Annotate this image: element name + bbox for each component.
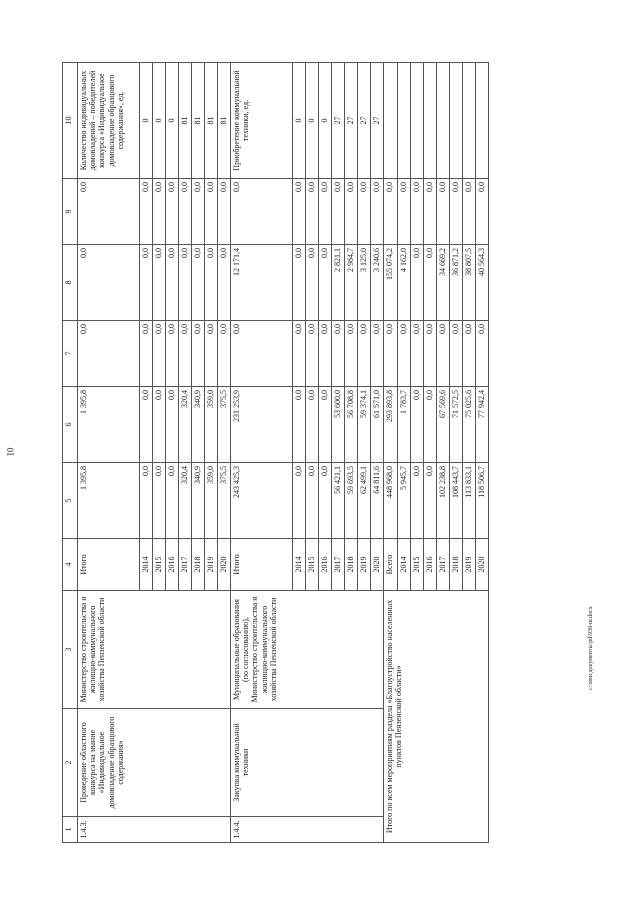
amount-cell: 0,0	[424, 321, 437, 387]
amount-cell: 0,0	[140, 387, 153, 463]
amount-cell: 0,0	[192, 321, 205, 387]
amount-cell: 0,0	[437, 179, 450, 245]
amount-cell: 59 693,5	[345, 463, 358, 539]
amount-cell: 0,0	[293, 463, 306, 539]
indicator-cell: 27	[332, 63, 345, 179]
period-cell: 2018	[450, 539, 463, 591]
indicator-cell: 0	[153, 63, 166, 179]
amount-cell: 0,0	[153, 321, 166, 387]
amount-cell: 59 374,1	[358, 387, 371, 463]
indicator-cell: 0	[166, 63, 179, 179]
amount-cell: 0,0	[205, 179, 218, 245]
amount-cell: 0,0	[78, 321, 140, 387]
period-cell: 2020	[476, 539, 489, 591]
amount-cell: 0,0	[218, 245, 231, 321]
amount-cell: 108 443,7	[450, 463, 463, 539]
amount-cell: 0,0	[319, 463, 332, 539]
amount-cell: 0,0	[411, 463, 424, 539]
amount-cell: 2 821,1	[332, 245, 345, 321]
amount-cell: 61 571,0	[371, 387, 384, 463]
indicator-cell	[437, 63, 450, 179]
amount-cell: 0,0	[306, 463, 319, 539]
amount-cell: 64 811,6	[371, 463, 384, 539]
amount-cell: 56 708,8	[345, 387, 358, 463]
amount-cell: 0,0	[306, 245, 319, 321]
amount-cell: 0,0	[179, 245, 192, 321]
amount-cell: 0,0	[153, 387, 166, 463]
period-cell: 2019	[463, 539, 476, 591]
amount-cell: 0,0	[319, 321, 332, 387]
amount-cell: 0,0	[78, 245, 140, 321]
column-header: 10	[63, 63, 78, 179]
amount-cell: 0,0	[437, 321, 450, 387]
section-total-label: Итого по всем мероприятиям раздела «Благоустройство населенных пунктов Пензенской области»	[384, 591, 489, 843]
amount-cell: 0,0	[166, 179, 179, 245]
amount-cell: 0,0	[306, 387, 319, 463]
amount-cell: 0,0	[332, 321, 345, 387]
amount-cell: 1 783,7	[398, 387, 411, 463]
amount-cell: 0,0	[398, 321, 411, 387]
amount-cell: 293 893,8	[384, 387, 398, 463]
amount-cell: 0,0	[192, 245, 205, 321]
column-header: 2	[63, 709, 78, 817]
indicator-cell	[411, 63, 424, 179]
amount-cell: 340,9	[192, 387, 205, 463]
amount-cell: 4 162,0	[398, 245, 411, 321]
amount-cell: 0,0	[476, 321, 489, 387]
amount-cell: 0,0	[424, 387, 437, 463]
measure-name: Проведение областного конкурса на звание «Индивидуальное домовладение образцового содержания»	[78, 709, 231, 817]
amount-cell: 113 833,1	[463, 463, 476, 539]
amount-cell: 38 807,5	[463, 245, 476, 321]
table-row	[231, 63, 293, 843]
item-number: 1.4.4.	[231, 817, 384, 843]
amount-cell: 0,0	[166, 321, 179, 387]
amount-cell: 0,0	[411, 321, 424, 387]
amount-cell: 36 871,2	[450, 245, 463, 321]
file-path: c:\мои документы\рd\938-ш.docx	[588, 606, 594, 690]
amount-cell: 155 074,2	[384, 245, 398, 321]
period-cell: Всего	[384, 539, 398, 591]
amount-cell: 3 240,6	[371, 245, 384, 321]
amount-cell: 0,0	[293, 321, 306, 387]
amount-cell: 0,0	[153, 179, 166, 245]
amount-cell: 0,0	[371, 321, 384, 387]
period-cell: Итого	[78, 539, 140, 591]
amount-cell: 0,0	[345, 179, 358, 245]
column-header: 4	[63, 539, 78, 591]
program-table	[62, 62, 489, 843]
amount-cell: 320,4	[179, 387, 192, 463]
amount-cell: 3 125,0	[358, 245, 371, 321]
amount-cell: 0,0	[463, 321, 476, 387]
amount-cell: 0,0	[140, 321, 153, 387]
amount-cell: 375,5	[218, 463, 231, 539]
amount-cell: 5 945,7	[398, 463, 411, 539]
period-cell: 2017	[179, 539, 192, 591]
amount-cell: 0,0	[411, 179, 424, 245]
table-row	[78, 63, 140, 843]
indicator-cell	[476, 63, 489, 179]
amount-cell: 375,5	[218, 387, 231, 463]
column-header: 5	[63, 463, 78, 539]
amount-cell: 0,0	[450, 321, 463, 387]
column-header: 3	[63, 591, 78, 709]
indicator-cell	[398, 63, 411, 179]
amount-cell: 71 572,5	[450, 387, 463, 463]
header-row	[63, 63, 78, 843]
amount-cell: 56 421,1	[332, 463, 345, 539]
period-cell: 2020	[371, 539, 384, 591]
period-cell: 2018	[345, 539, 358, 591]
indicator-cell: 0	[306, 63, 319, 179]
amount-cell: 0,0	[424, 179, 437, 245]
amount-cell: 0,0	[358, 179, 371, 245]
amount-cell: 0,0	[205, 245, 218, 321]
amount-cell: 448 968,0	[384, 463, 398, 539]
period-cell: 2020	[218, 539, 231, 591]
amount-cell: 12 171,4	[231, 245, 293, 321]
column-header: 1	[63, 817, 78, 843]
amount-cell: 0,0	[78, 179, 140, 245]
amount-cell: 231 253,9	[231, 387, 293, 463]
amount-cell: 243 425,3	[231, 463, 293, 539]
amount-cell: 0,0	[140, 245, 153, 321]
amount-cell: 2 984,7	[345, 245, 358, 321]
indicator-cell: Количество индивидуальных домовладений – победителей конкурса «Индивидуальное домовладение образцового содержания», ед.	[78, 63, 140, 179]
amount-cell: 0,0	[153, 463, 166, 539]
period-cell: 2014	[140, 539, 153, 591]
executor: Муниципальные образования (по согласованию), Министерство строительства и жилищно-коммунального хозяйства Пензенской области	[231, 591, 384, 709]
amount-cell: 0,0	[293, 179, 306, 245]
amount-cell: 53 600,0	[332, 387, 345, 463]
amount-cell: 0,0	[319, 245, 332, 321]
amount-cell: 0,0	[231, 321, 293, 387]
amount-cell: 0,0	[166, 387, 179, 463]
amount-cell: 1 395,8	[78, 387, 140, 463]
amount-cell: 0,0	[371, 179, 384, 245]
amount-cell: 0,0	[231, 179, 293, 245]
amount-cell: 0,0	[218, 179, 231, 245]
amount-cell: 0,0	[293, 245, 306, 321]
amount-cell: 0,0	[153, 245, 166, 321]
amount-cell: 0,0	[179, 321, 192, 387]
amount-cell: 1 395,8	[78, 463, 140, 539]
amount-cell: 77 942,4	[476, 387, 489, 463]
indicator-cell	[424, 63, 437, 179]
amount-cell: 0,0	[166, 245, 179, 321]
column-header: 8	[63, 245, 78, 321]
amount-cell: 0,0	[140, 463, 153, 539]
indicator-cell: 0	[319, 63, 332, 179]
amount-cell: 0,0	[140, 179, 153, 245]
amount-cell: 0,0	[411, 387, 424, 463]
indicator-cell: 81	[205, 63, 218, 179]
indicator-cell: Приобретение коммунальной техники, ед.	[231, 63, 293, 179]
amount-cell: 0,0	[166, 463, 179, 539]
period-cell: 2018	[192, 539, 205, 591]
indicator-cell: 27	[358, 63, 371, 179]
amount-cell: 0,0	[319, 179, 332, 245]
period-cell: 2015	[411, 539, 424, 591]
indicator-cell: 0	[293, 63, 306, 179]
amount-cell: 0,0	[424, 463, 437, 539]
amount-cell: 0,0	[205, 321, 218, 387]
period-cell: 2015	[306, 539, 319, 591]
measure-name: Закупка коммунальной техники	[231, 709, 384, 817]
period-cell: 2017	[437, 539, 450, 591]
amount-cell: 0,0	[463, 179, 476, 245]
period-cell: 2019	[205, 539, 218, 591]
amount-cell: 0,0	[345, 321, 358, 387]
indicator-cell	[463, 63, 476, 179]
column-header: 7	[63, 321, 78, 387]
rotated-table-container	[62, 63, 607, 843]
period-cell: 2016	[424, 539, 437, 591]
indicator-cell: 0	[140, 63, 153, 179]
indicator-cell: 81	[218, 63, 231, 179]
indicator-cell: 81	[179, 63, 192, 179]
period-cell: 2017	[332, 539, 345, 591]
period-cell: 2014	[293, 539, 306, 591]
period-cell: 2016	[319, 539, 332, 591]
amount-cell: 359,0	[205, 463, 218, 539]
amount-cell: 0,0	[398, 179, 411, 245]
amount-cell: 0,0	[332, 179, 345, 245]
amount-cell: 340,9	[192, 463, 205, 539]
amount-cell: 40 564,3	[476, 245, 489, 321]
amount-cell: 0,0	[192, 179, 205, 245]
amount-cell: 62 499,1	[358, 463, 371, 539]
amount-cell: 118 506,7	[476, 463, 489, 539]
amount-cell: 0,0	[476, 179, 489, 245]
indicator-cell: 81	[192, 63, 205, 179]
amount-cell: 0,0	[179, 179, 192, 245]
amount-cell: 0,0	[293, 387, 306, 463]
amount-cell: 0,0	[319, 387, 332, 463]
amount-cell: 0,0	[306, 179, 319, 245]
column-header: 9	[63, 179, 78, 245]
amount-cell: 75 025,6	[463, 387, 476, 463]
executor: Министерство строительства и жилищно-коммунального хозяйства Пензенской области	[78, 591, 231, 709]
amount-cell: 320,4	[179, 463, 192, 539]
indicator-cell: 27	[345, 63, 358, 179]
period-cell: 2019	[358, 539, 371, 591]
period-cell: 2015	[153, 539, 166, 591]
item-number: 1.4.3.	[78, 817, 231, 843]
indicator-cell	[450, 63, 463, 179]
amount-cell: 0,0	[424, 245, 437, 321]
amount-cell: 0,0	[411, 245, 424, 321]
amount-cell: 0,0	[218, 321, 231, 387]
amount-cell: 0,0	[358, 321, 371, 387]
amount-cell: 359,0	[205, 387, 218, 463]
indicator-cell: 27	[371, 63, 384, 179]
indicator-cell	[384, 63, 398, 179]
table-row	[384, 63, 398, 843]
amount-cell: 0,0	[306, 321, 319, 387]
amount-cell: 0,0	[384, 179, 398, 245]
column-header: 6	[63, 387, 78, 463]
page-number: 10	[5, 447, 16, 457]
amount-cell: 34 669,2	[437, 245, 450, 321]
period-cell: 2016	[166, 539, 179, 591]
amount-cell: 67 569,6	[437, 387, 450, 463]
amount-cell: 102 238,8	[437, 463, 450, 539]
period-cell: Итого	[231, 539, 293, 591]
amount-cell: 0,0	[384, 321, 398, 387]
amount-cell: 0,0	[450, 179, 463, 245]
period-cell: 2014	[398, 539, 411, 591]
